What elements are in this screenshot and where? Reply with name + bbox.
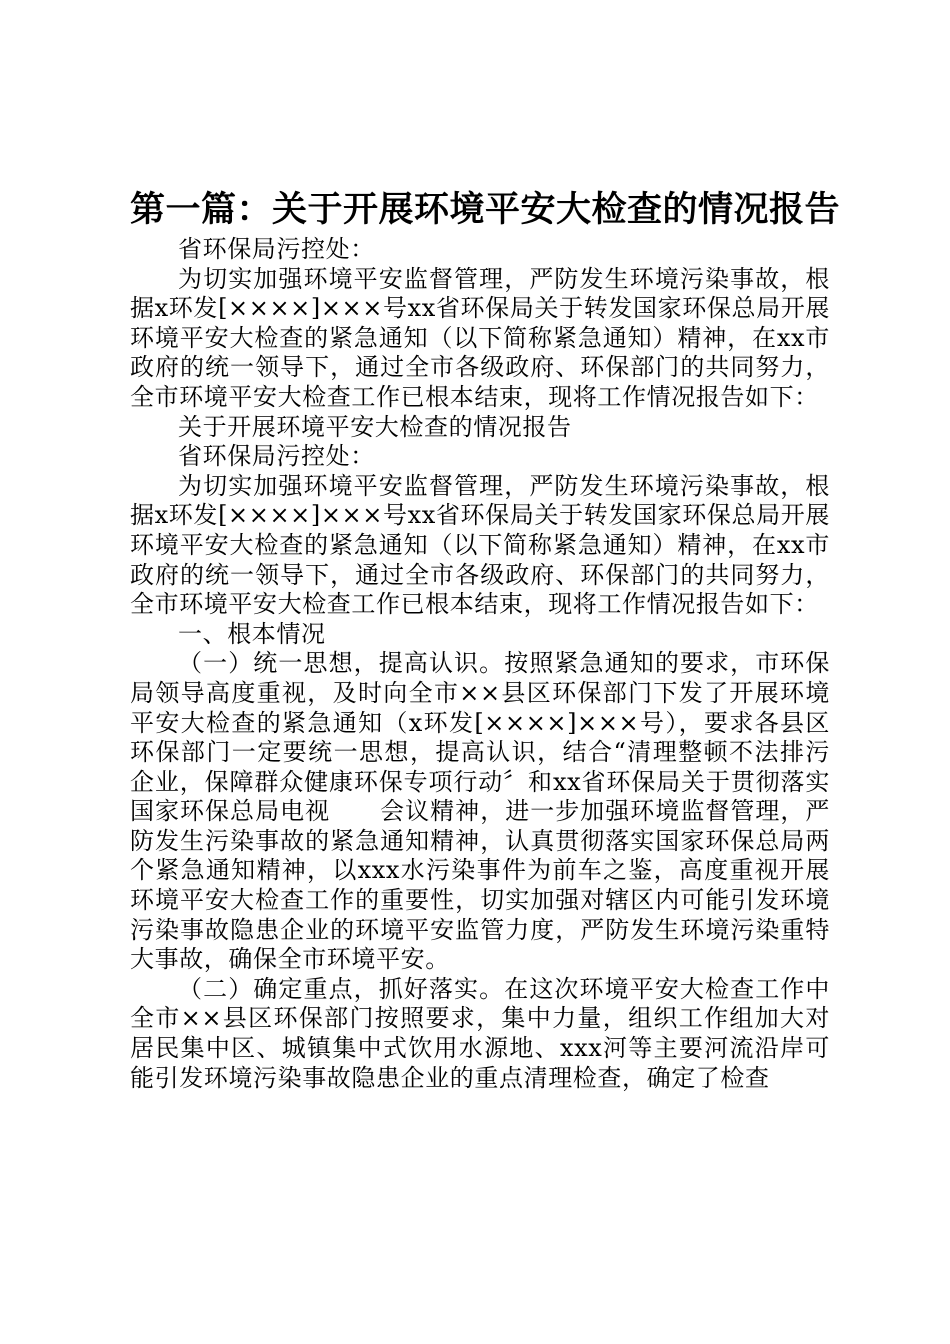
paragraph-determine-focus: （二）确定重点，抓好落实。在这次环境平安大检查工作中全市××县区环保部门按照要求，集中力量，组织工作组加大对居民集中区、城镇集中式饮用水源地、xxx河等主要河流沿岸可能引发环境污染事故隐患企业的重点清理检查，确定了检查 [130, 974, 830, 1092]
paragraph-intro: 为切实加强环境平安监督管理，严防发生环境污染事故，根据x环发[××××]×××号xx省环保局关于转发国家环保总局开展环境平安大检查的紧急通知（以下简称紧急通知）精神，在xx市政府的统一领导下，通过全市各级政府、环保部门的共同努力，全市环境平安大检查工作已根本结束，现将工作情况报告如下： [130, 264, 830, 411]
document-page [130, 185, 841, 1093]
paragraph-intro-repeat: 为切实加强环境平安监督管理，严防发生环境污染事故，根据x环发[××××]×××号xx省环保局关于转发国家环保总局开展环境平安大检查的紧急通知（以下简称紧急通知）精神，在xx市政府的统一领导下，通过全市各级政府、环保部门的共同努力，全市环境平安大检查工作已根本结束，现将工作情况报告如下： [130, 471, 830, 619]
paragraph-subtitle: 关于开展环境平安大检查的情况报告 [178, 412, 572, 441]
section-heading-basic-situation: 一、根本情况 [178, 619, 326, 648]
document-title: 第一篇：关于开展环境平安大检查的情况报告 [130, 189, 841, 230]
paragraph-addressee-repeat: 省环保局污控处： [178, 442, 375, 471]
paragraph-unify-thinking: （一）统一思想，提高认识。按照紧急通知的要求，市环保局领导高度重视，及时向全市××县区环保部门下发了开展环境平安大检查的紧急通知（x环发[××××]×××号），要求各县区环保部门一定要统一思想，提高认识，结合“清理整顿不法排污企业，保障群众健康环保专项行动〞和xx省环保局关于贯彻落实国家环保总局电视 会议精神，进一步加强环境监督管理，严防发生污染事故的紧急通知精神，认真贯彻落实国家环保总局两个紧急通知精神，以xxx水污染事件为前车之鉴，高度重视开展环境平安大检查工作的重要性，切实加强对辖区内可能引发环境污染事故隐患企业的环境平安监管力度，严防发生环境污染重特大事故，确保全市环境平安。 [130, 649, 830, 974]
paragraph-addressee: 省环保局污控处： [178, 235, 375, 263]
